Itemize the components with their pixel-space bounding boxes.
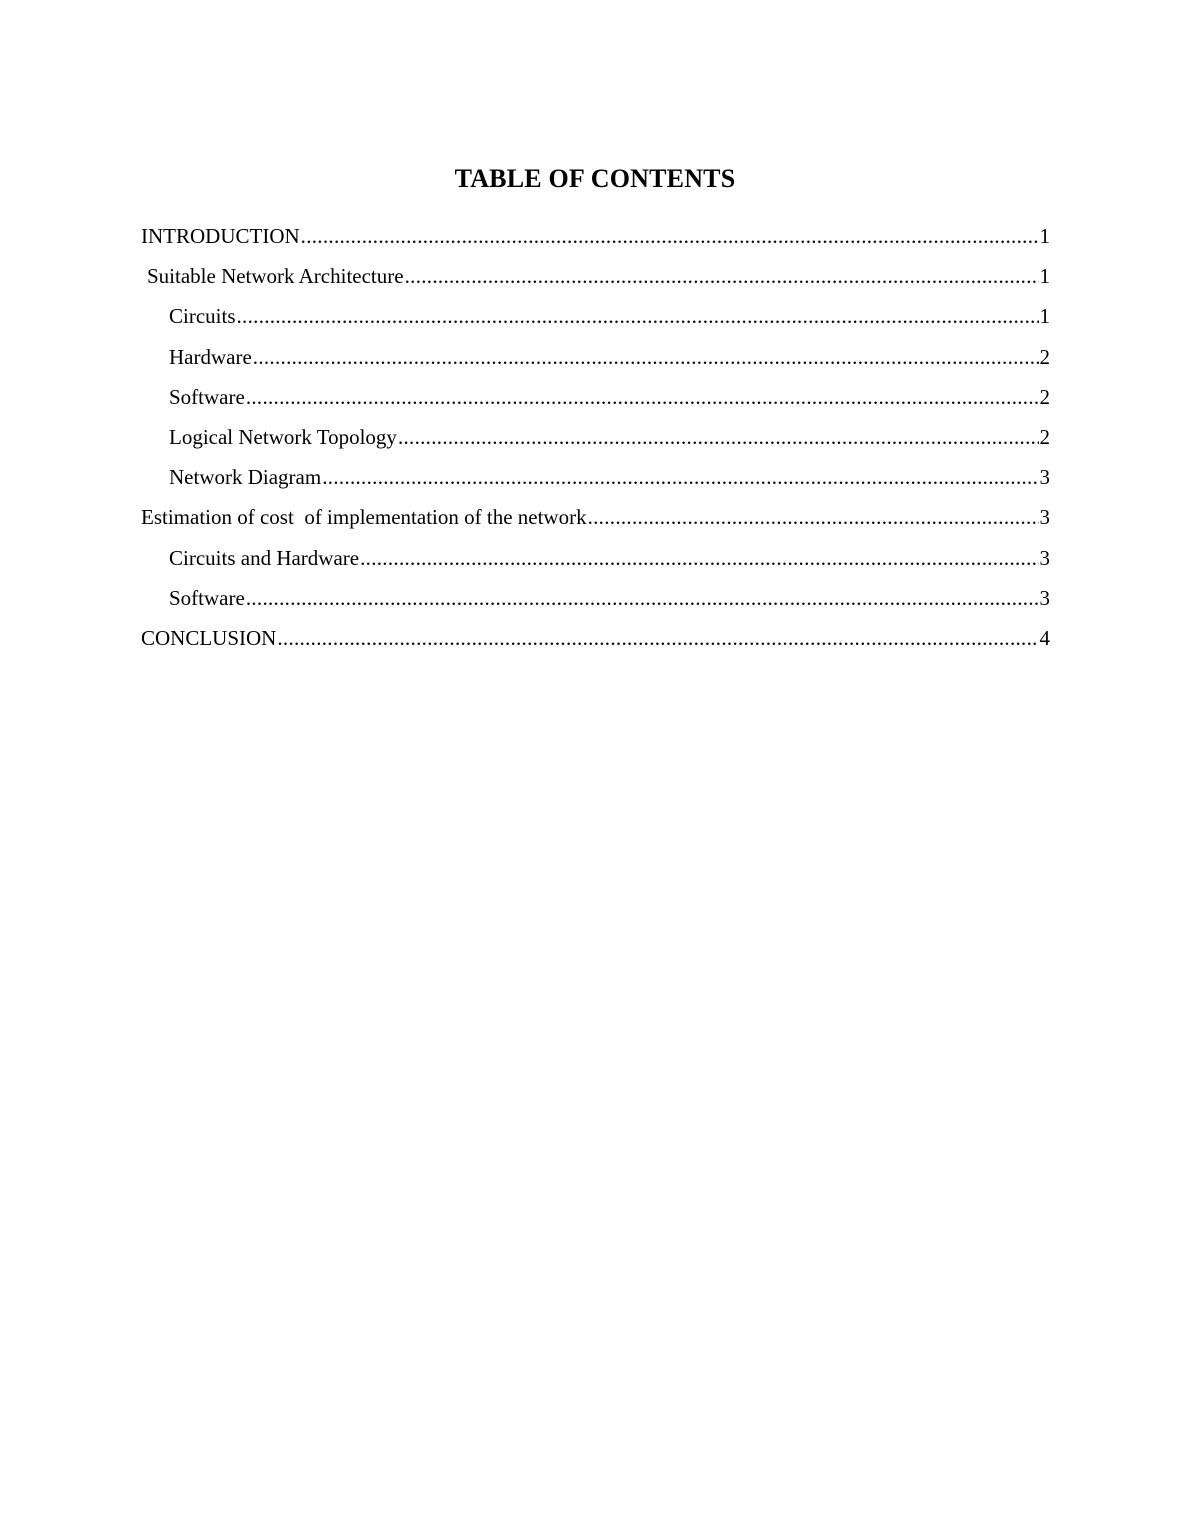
toc-list — [141, 222, 1050, 664]
toc-entry-label: Logical Network Topology — [169, 424, 397, 449]
toc-entry-suitable-network-architecture[interactable] — [141, 262, 1050, 302]
toc-entry-page-number: 3 — [1039, 505, 1050, 530]
toc-entry-hardware[interactable] — [141, 343, 1050, 383]
toc-title: TABLE OF CONTENTS — [454, 164, 736, 193]
toc-entry-page-number: 2 — [1039, 384, 1050, 409]
toc-entry-label: Software — [169, 384, 245, 409]
toc-entry-software[interactable] — [141, 383, 1050, 423]
toc-entry-label: INTRODUCTION — [141, 224, 300, 248]
toc-entry-software-cost[interactable] — [141, 584, 1050, 624]
toc-entry-label: Circuits — [169, 304, 236, 329]
toc-entry-label: Estimation of cost of implementation of the network — [141, 505, 587, 530]
toc-entry-page-number: 1 — [1039, 304, 1050, 329]
dot-leader — [322, 463, 1038, 491]
dot-leader — [237, 302, 1039, 330]
dot-leader — [398, 423, 1039, 451]
toc-entry-page-number: 4 — [1039, 625, 1050, 650]
toc-entry-logical-network-topology[interactable] — [141, 423, 1050, 463]
toc-entry-circuits-and-hardware[interactable] — [141, 544, 1050, 584]
toc-entry-introduction[interactable] — [141, 222, 1050, 262]
dot-leader — [253, 343, 1039, 371]
dot-leader — [246, 383, 1039, 411]
toc-entry-label: Hardware — [169, 344, 252, 369]
toc-entry-label: CONCLUSION — [141, 625, 277, 650]
dot-leader — [277, 624, 1038, 652]
dot-leader — [246, 584, 1039, 612]
toc-entry-page-number: 2 — [1039, 424, 1050, 449]
toc-entry-page-number: 1 — [1039, 224, 1050, 248]
toc-entry-network-diagram[interactable] — [141, 463, 1050, 503]
toc-entry-page-number: 3 — [1039, 545, 1050, 570]
toc-entry-label: Suitable Network Architecture — [147, 264, 404, 289]
dot-leader — [301, 222, 1039, 250]
toc-entry-page-number: 3 — [1039, 465, 1050, 490]
toc-entry-circuits[interactable] — [141, 302, 1050, 342]
toc-entry-label: Software — [169, 585, 245, 610]
toc-entry-page-number: 1 — [1039, 264, 1050, 289]
toc-entry-label: Network Diagram — [169, 465, 322, 490]
toc-entry-estimation-of-cost[interactable] — [141, 503, 1050, 543]
toc-entry-page-number: 3 — [1039, 585, 1050, 610]
dot-leader — [588, 503, 1039, 531]
toc-entry-page-number: 2 — [1039, 344, 1050, 369]
dot-leader — [405, 262, 1039, 290]
toc-entry-label: Circuits and Hardware — [169, 545, 360, 570]
toc-entry-conclusion[interactable] — [141, 624, 1050, 664]
dot-leader — [360, 544, 1038, 572]
